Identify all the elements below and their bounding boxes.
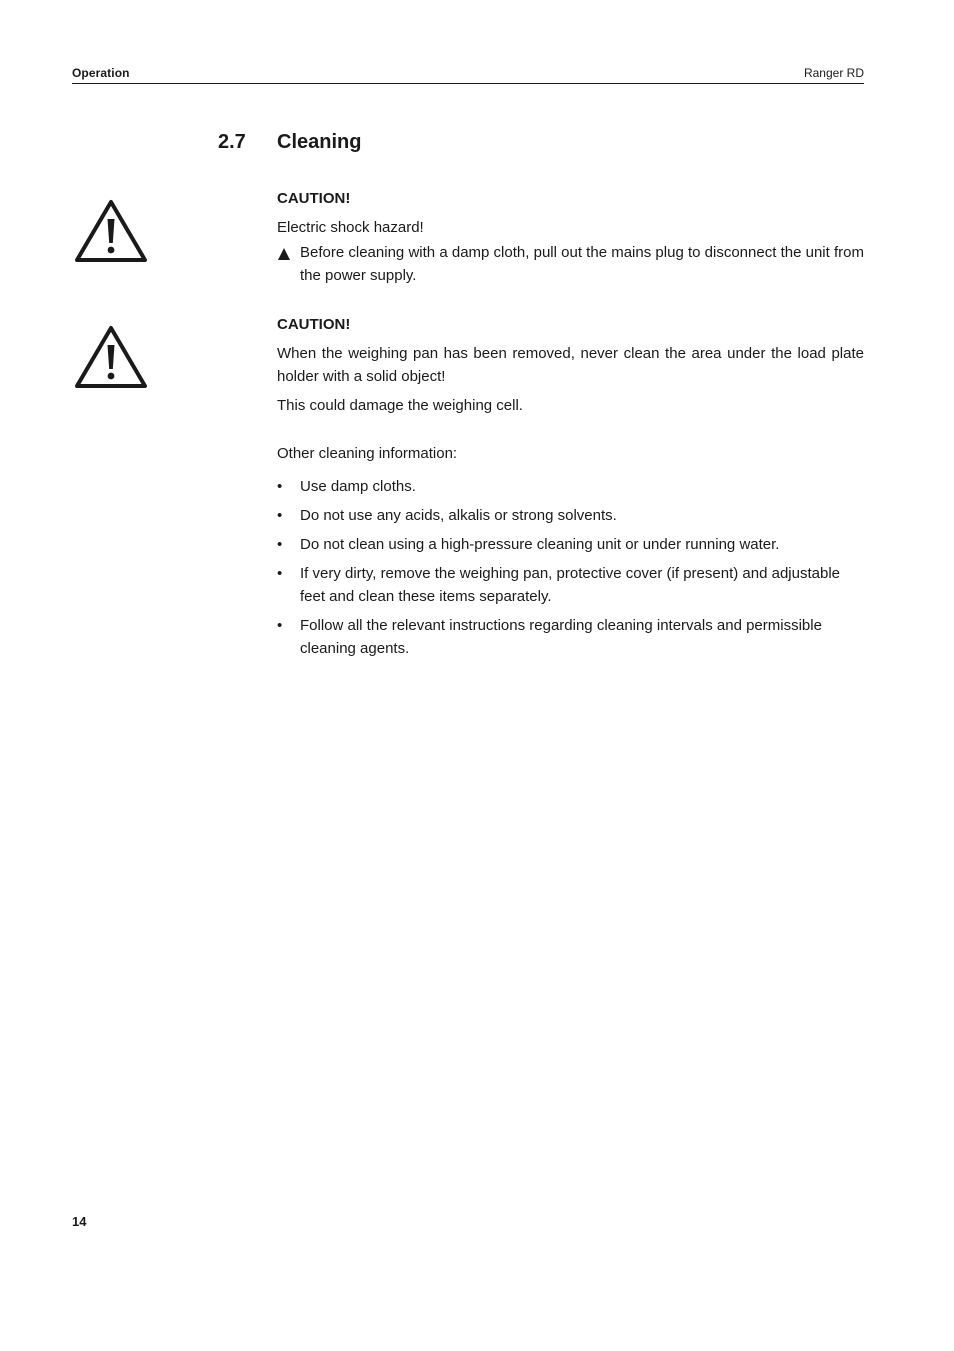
consequence-text: This could damage the weighing cell. [277,397,523,414]
page-header [72,66,864,84]
section-title: Cleaning [277,131,362,153]
bullet-icon: • [277,536,283,553]
bullet-icon: • [277,507,283,524]
caution-block-electric [277,187,864,287]
header-section-name: Operation [72,66,130,80]
list-item-text: If very dirty, remove the weighing pan, protective cover (if present) and adjustable feet and clean these items separately. [300,565,840,605]
list-item-text: Do not use any acids, alkalis or strong solvents. [300,507,617,524]
bullet-icon: • [277,617,283,634]
bullet-icon: • [277,565,283,582]
list-item [277,562,864,608]
caution-text: When the weighing pan has been removed, never clean the area under the load plate holder with a solid object! [277,345,864,385]
instruction-step [277,241,864,287]
section-number: 2.7 [218,131,246,153]
list-item-text: Use damp cloths. [300,478,416,495]
bullet-icon: • [277,478,283,495]
cleaning-list [277,475,864,660]
instruction-text: Before cleaning with a damp cloth, pull out the mains plug to disconnect the unit from the power supply. [300,244,864,284]
list-item [277,614,864,660]
header-product-name: Ranger RD [803,66,864,80]
warning-triangle-icon [74,199,148,263]
page-number: 14 [72,1214,87,1229]
list-item-text: Follow all the relevant instructions regarding cleaning intervals and permissible cleaning agents. [300,617,822,657]
list-item [277,504,864,527]
caution-block-weighing-cell [277,313,864,417]
caution-label: CAUTION! [277,190,351,207]
caution-label: CAUTION! [277,316,351,333]
other-cleaning-info [277,442,864,666]
other-intro: Other cleaning information: [277,445,458,462]
list-item [277,533,864,556]
list-item [277,475,864,498]
list-item-text: Do not clean using a high-pressure cleaning unit or under running water. [300,536,780,553]
hazard-text: Electric shock hazard! [277,219,424,236]
section-heading [218,131,361,154]
triangle-bullet-icon [278,248,290,260]
warning-triangle-icon [74,325,148,389]
